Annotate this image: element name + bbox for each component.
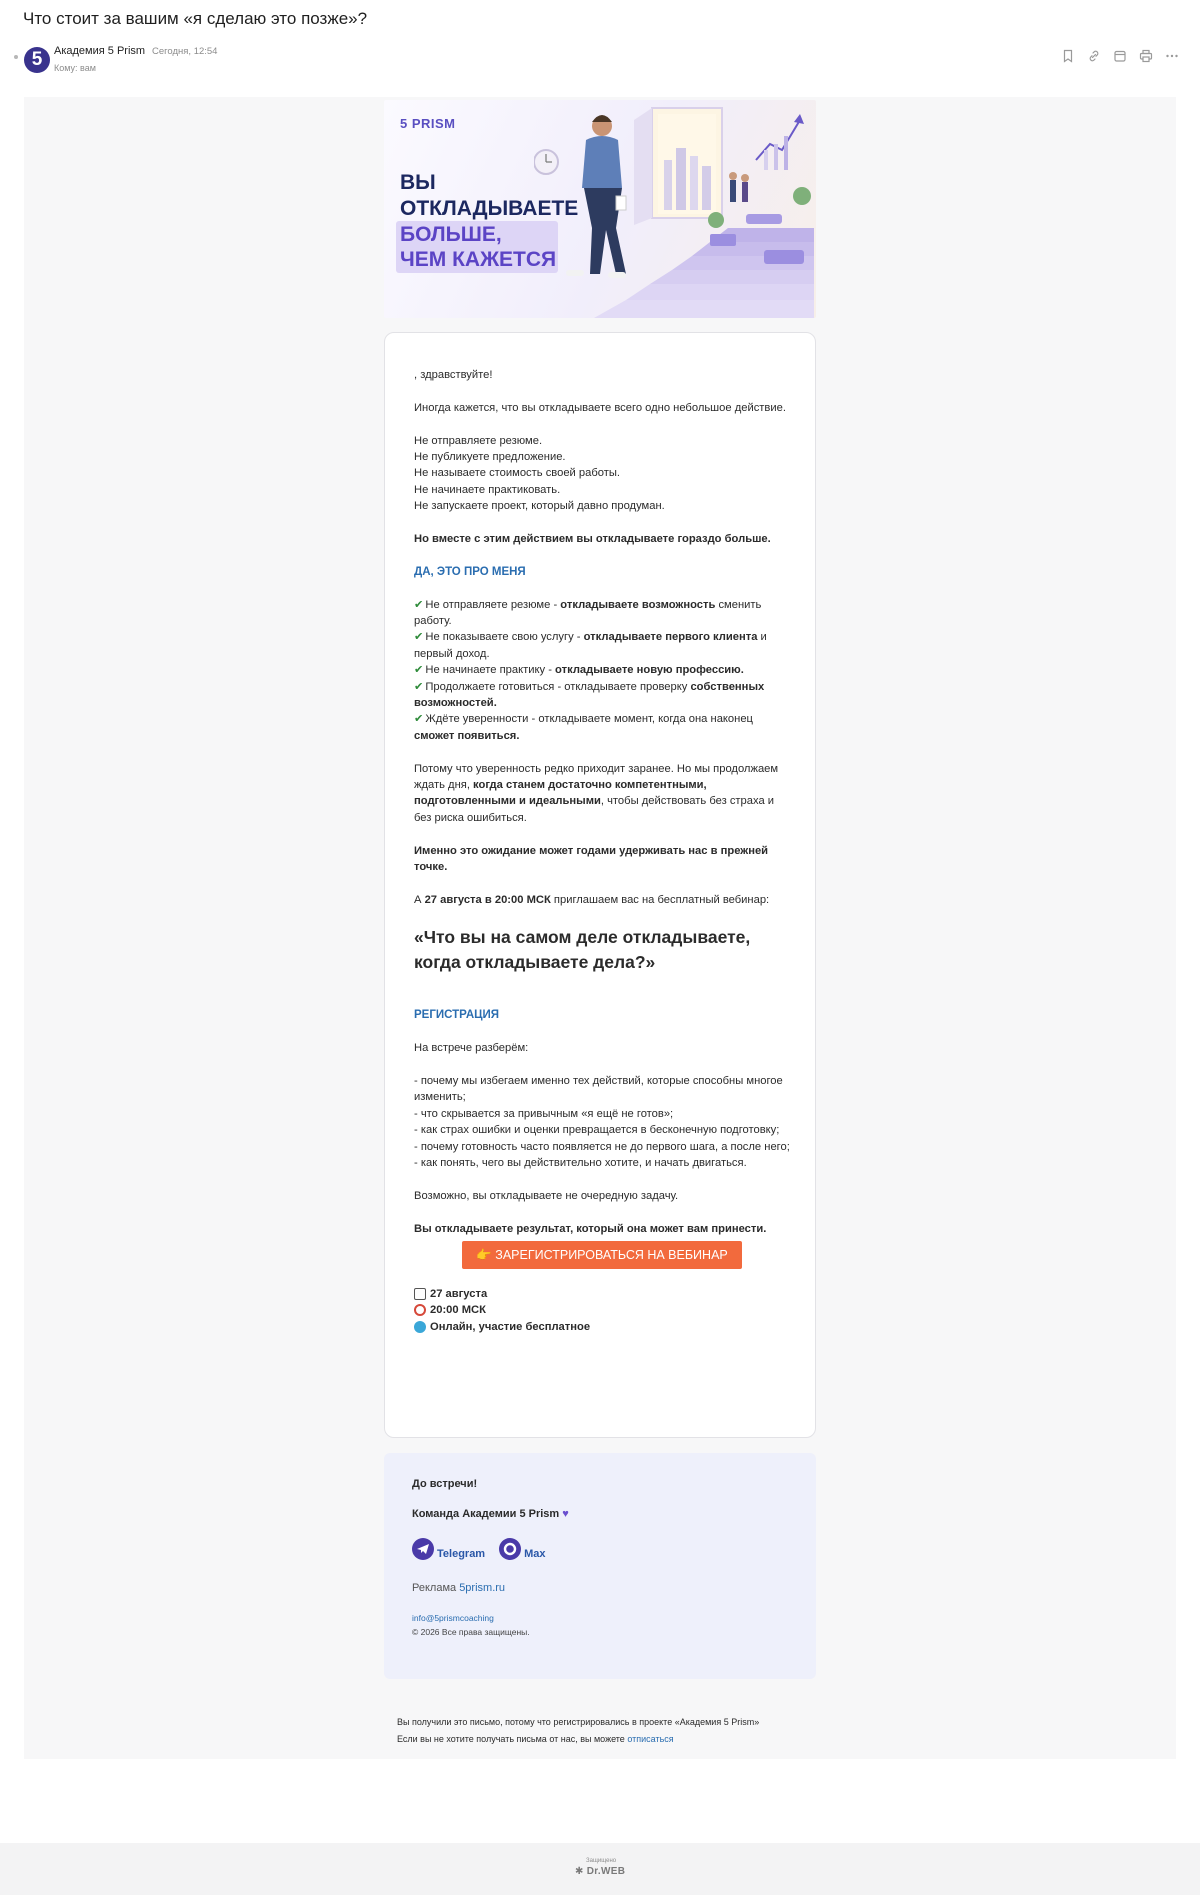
footer-body bbox=[412, 1478, 792, 1637]
list-item: Не начинаете практиковать. bbox=[414, 483, 561, 496]
event-format: Онлайн, участие бесплатное bbox=[414, 1319, 790, 1335]
hero-heading-line: ОТКЛАДЫВАЕТЕ bbox=[400, 197, 579, 220]
event-time: 20:00 МСК bbox=[414, 1302, 790, 1318]
webinar-title: «Что вы на самом деле откладываете, когда откладываете дела?» bbox=[414, 926, 751, 972]
calendar-icon bbox=[414, 1288, 426, 1300]
team-signature: Команда Академии 5 Prism ♥ bbox=[412, 1508, 569, 1520]
agenda-item: - почему готовность часто появляется не до первого шага, а после него; bbox=[414, 1140, 790, 1153]
this-is-me-link[interactable]: ДА, ЭТО ПРО МЕНЯ bbox=[414, 565, 526, 578]
copyright: © 2026 Все права защищены. bbox=[412, 1627, 530, 1637]
list-item: Не запускаете проект, который давно продуман. bbox=[414, 500, 665, 513]
drweb-spider-icon: ✱ bbox=[575, 1866, 587, 1877]
ad-line: Реклама 5prism.ru bbox=[412, 1582, 506, 1594]
calendar-icon[interactable] bbox=[1112, 48, 1128, 64]
recipient-label[interactable]: Кому: вам bbox=[54, 63, 96, 73]
hero-heading-line: ЧЕМ КАЖЕТСЯ bbox=[400, 248, 557, 271]
paragraph: Возможно, вы откладываете не очередную задачу. bbox=[414, 1189, 679, 1202]
agenda-intro: На встрече разберём: bbox=[414, 1042, 529, 1055]
agenda-item: - почему мы избегаем именно тех действий, которые способны многое изменить; bbox=[414, 1075, 783, 1104]
brand-logo: 5 PRISM bbox=[400, 116, 456, 131]
sender-date: Сегодня, 12:54 bbox=[152, 46, 218, 57]
register-webinar-button[interactable]: 👉 ЗАРЕГИСТРИРОВАТЬСЯ НА ВЕБИНАР bbox=[462, 1241, 742, 1269]
hero-banner[interactable] bbox=[384, 100, 816, 318]
globe-icon bbox=[414, 1321, 426, 1333]
paragraph: Потому что уверенность редко приходит заранее. Но мы продолжаем ждать дня, когда станем достаточно компетентными, подготовленными и идеальными, чтобы действовать без страха и без риска ошибиться. bbox=[414, 762, 779, 824]
more-icon[interactable] bbox=[1164, 48, 1180, 64]
check-item: ✔ Не начинаете практику - откладываете новую профессию. bbox=[414, 664, 744, 677]
agenda-item: - как понять, чего вы действительно хотите, и начать двигаться. bbox=[414, 1157, 747, 1170]
email-link[interactable]: info@5prismcoaching bbox=[412, 1613, 494, 1623]
hero-illustration bbox=[534, 100, 816, 318]
unsubscribe-reason: Вы получили это письмо, потому что регистрировались в проекте «Академия 5 Prism» bbox=[397, 1717, 760, 1727]
footer-card bbox=[384, 1453, 816, 1679]
check-item: ✔ Продолжаете готовиться - откладываете проверку собственных возможностей. bbox=[414, 680, 765, 710]
unsubscribe-notice bbox=[397, 1714, 759, 1748]
check-item: ✔ Не отправляете резюме - откладываете возможность сменить работу. bbox=[414, 598, 762, 628]
social-links bbox=[412, 1538, 792, 1560]
agenda-item: - как страх ошибки и оценки превращается в бесконечную подготовку; bbox=[414, 1124, 780, 1137]
list-item: Не публикуете предложение. bbox=[414, 451, 566, 463]
avatar[interactable]: 5 bbox=[24, 47, 50, 73]
check-icon: ✔ bbox=[414, 713, 424, 726]
check-item: ✔ Не показываете свою услугу - откладываете первого клиента и первый доход. bbox=[414, 631, 767, 660]
highlight-text: Вы откладываете результат, который она может вам принести. bbox=[414, 1222, 767, 1235]
list-item: Не называете стоимость своей работы. bbox=[414, 467, 621, 480]
check-icon: ✔ bbox=[414, 664, 424, 677]
check-icon: ✔ bbox=[414, 680, 424, 693]
hero-heading-line: БОЛЬШЕ, bbox=[400, 223, 502, 246]
unread-dot[interactable] bbox=[14, 55, 18, 59]
link-icon[interactable] bbox=[1086, 48, 1102, 64]
sender-name[interactable]: Академия 5 Prism bbox=[54, 45, 146, 57]
alarm-clock-icon bbox=[414, 1304, 426, 1316]
telegram-link[interactable]: Telegram bbox=[412, 1538, 485, 1560]
registration-link[interactable]: РЕГИСТРАЦИЯ bbox=[414, 1009, 500, 1022]
bookmark-icon[interactable] bbox=[1060, 48, 1076, 64]
sender-row bbox=[12, 44, 1188, 76]
message-actions bbox=[1060, 48, 1180, 64]
event-date: 27 августа bbox=[414, 1286, 790, 1302]
purple-heart-icon: ♥ bbox=[559, 1508, 569, 1520]
agenda-item: - что скрывается за привычным «я ещё не готов»; bbox=[414, 1107, 674, 1120]
max-icon bbox=[499, 1538, 521, 1560]
email-body bbox=[414, 367, 790, 1335]
unsubscribe-line: Если вы не хотите получать письма от нас, вы можете отписаться bbox=[397, 1734, 674, 1744]
list-item: Не отправляете резюме. bbox=[414, 434, 543, 447]
telegram-icon bbox=[412, 1538, 434, 1560]
print-icon[interactable] bbox=[1138, 48, 1154, 64]
invite-text: А 27 августа в 20:00 МСК приглашаем вас на бесплатный вебинар: bbox=[414, 893, 770, 906]
email-card bbox=[384, 332, 816, 1438]
unsubscribe-link[interactable]: отписаться bbox=[627, 1734, 674, 1744]
farewell: До встречи! bbox=[412, 1478, 478, 1490]
check-icon: ✔ bbox=[414, 598, 424, 611]
check-item: ✔ Ждёте уверенности - откладываете момент, когда она наконец сможет появиться. bbox=[414, 713, 753, 742]
intro-text: Иногда кажется, что вы откладываете всего одно небольшое действие. bbox=[414, 401, 786, 414]
drweb-logo[interactable]: ✱ Dr.WEB bbox=[575, 1866, 626, 1877]
pointing-hand-icon: 👉 bbox=[476, 1248, 496, 1263]
highlight-text: Именно это ожидание может годами удерживать нас в прежней точке. bbox=[414, 844, 769, 874]
email-subject: Что стоит за вашим «я сделаю это позже»? bbox=[23, 9, 368, 28]
greeting: , здравствуйте! bbox=[414, 369, 493, 381]
highlight-text: Но вместе с этим действием вы откладываете гораздо больше. bbox=[414, 533, 771, 546]
site-link[interactable]: 5prism.ru bbox=[459, 1582, 506, 1594]
hero-heading-line: ВЫ bbox=[400, 171, 436, 194]
max-link[interactable]: Max bbox=[499, 1538, 545, 1560]
protected-label: Защищено bbox=[586, 1858, 617, 1864]
check-icon: ✔ bbox=[414, 631, 424, 644]
